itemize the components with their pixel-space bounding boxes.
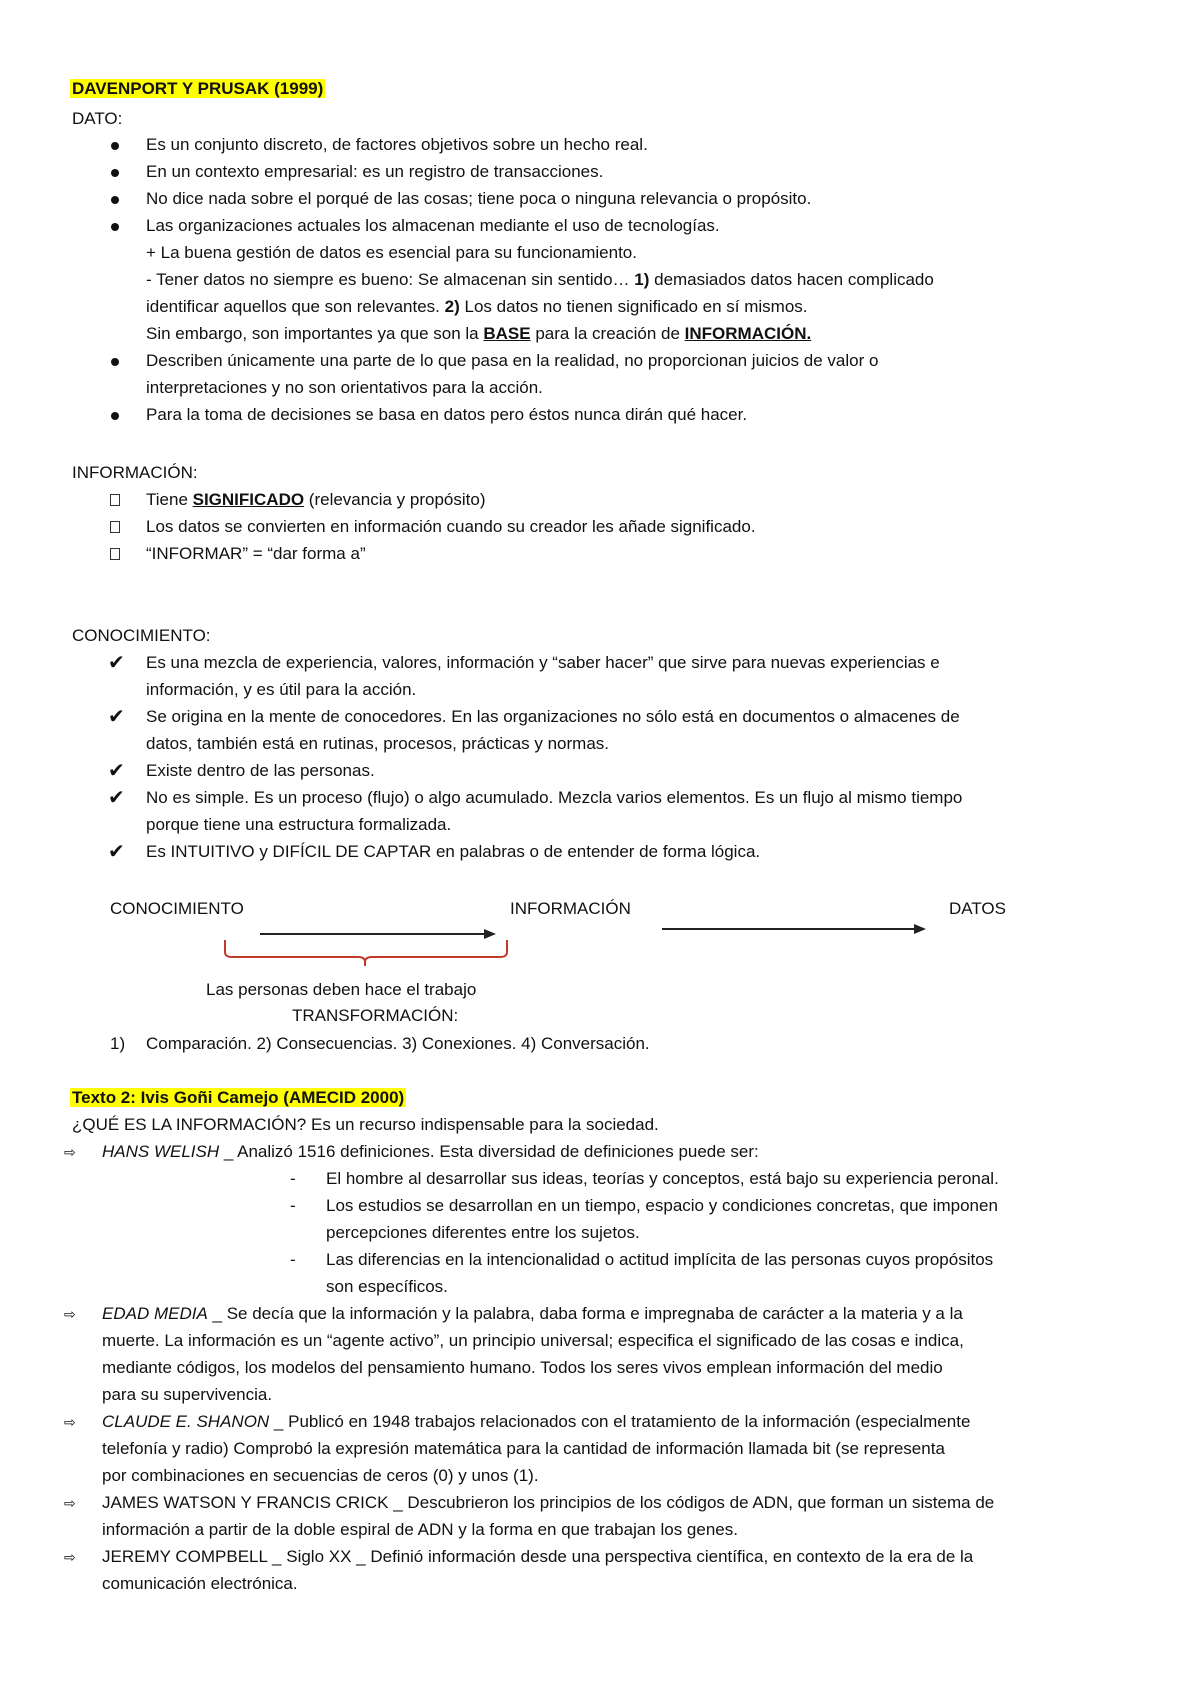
dato-item: Las organizaciones actuales los almacenan mediante el uso de tecnologías. <box>146 216 720 235</box>
diagram-brace-label: Las personas deben hace el trabajo <box>206 980 477 999</box>
hollow-arrow-icon: ⇨ <box>64 1306 76 1322</box>
claude-item-cont: por combinaciones en secuencias de ceros (0) y unos (1). <box>102 1466 539 1485</box>
dato-item-cont: interpretaciones y no son orientativos para la acción. <box>146 378 543 397</box>
dato-label: DATO: <box>72 109 123 128</box>
claude-item-cont: telefonía y radio) Comprobó la expresión matemática para la cantidad de información llamada bit (se representa <box>102 1439 945 1458</box>
con-item-cont: datos, también está en rutinas, procesos, prácticas y normas. <box>146 734 610 753</box>
transform-list: Comparación. 2) Consecuencias. 3) Conexiones. 4) Conversación. <box>146 1034 650 1053</box>
checkmark-icon: ✔ <box>108 652 125 674</box>
transform-number: 1) <box>110 1034 126 1053</box>
james-item: JAMES WATSON Y FRANCIS CRICK _ Descubrieron los principios de los códigos de ADN, que forman un sistema de <box>102 1493 995 1512</box>
section2-title: Texto 2: Ivis Goñi Camejo (AMECID 2000) <box>72 1088 405 1107</box>
edad-item-cont: para su supervivencia. <box>102 1385 273 1404</box>
info-item: “INFORMAR” = “dar forma a” <box>146 544 366 563</box>
claude-item: CLAUDE E. SHANON _ Publicó en 1948 trabajos relacionados con el tratamiento de la información (especialmente <box>102 1412 971 1431</box>
hans-sub-item-cont: percepciones diferentes entre los sujetos. <box>326 1223 640 1242</box>
checkmark-icon: ✔ <box>108 760 125 782</box>
con-item: Es una mezcla de experiencia, valores, información y “saber hacer” que sirve para nuevas experiencias e <box>146 653 940 672</box>
diagram-node-informacion: INFORMACIÓN <box>510 899 631 918</box>
diagram-transform-label: TRANSFORMACIÓN: <box>292 1006 459 1025</box>
dato-sub-plus: + La buena gestión de datos es esencial para su funcionamiento. <box>146 243 637 262</box>
con-item: Existe dentro de las personas. <box>146 761 375 780</box>
con-item-cont: información, y es útil para la acción. <box>146 680 417 699</box>
section1-title: DAVENPORT Y PRUSAK (1999) <box>72 79 324 98</box>
info-item: Los datos se convierten en información cuando su creador les añade significado. <box>146 517 756 536</box>
hollow-arrow-icon: ⇨ <box>64 1144 76 1160</box>
dash-bullet-icon: - <box>290 1169 296 1188</box>
hans-sub-item: Las diferencias en la intencionalidad o actitud implícita de las personas cuyos propósitos <box>326 1250 994 1269</box>
hans-sub-item-cont: son específicos. <box>326 1277 448 1296</box>
hans-sub-item: El hombre al desarrollar sus ideas, teorías y conceptos, está bajo su experiencia peronal. <box>326 1169 999 1188</box>
dato-sub-base: Sin embargo, son importantes ya que son la BASE para la creación de INFORMACIÓN. <box>146 324 812 343</box>
dato-sub-minus-2: identificar aquellos que son relevantes. 2) Los datos no tienen significado en sí mismos. <box>146 297 808 316</box>
con-item: No es simple. Es un proceso (flujo) o algo acumulado. Mezcla varios elementos. Es un flujo al mismo tiempo <box>146 788 963 807</box>
edad-item-cont: mediante códigos, los modelos del pensamiento humano. Todos los seres vivos emplean información del medio <box>102 1358 943 1377</box>
dato-item: En un contexto empresarial: es un registro de transacciones. <box>146 162 604 181</box>
section2-question: ¿QUÉ ES LA INFORMACIÓN? Es un recurso indispensable para la sociedad. <box>72 1115 659 1134</box>
hollow-arrow-icon: ⇨ <box>64 1549 76 1565</box>
checkmark-icon: ✔ <box>108 841 125 863</box>
diagram-node-conocimiento: CONOCIMIENTO <box>110 899 244 918</box>
con-item: Se origina en la mente de conocedores. En las organizaciones no sólo está en documentos o almacenes de <box>146 707 960 726</box>
dato-item: Para la toma de decisiones se basa en datos pero éstos nunca dirán qué hacer. <box>146 405 748 424</box>
arrow-head-icon <box>484 929 496 939</box>
diagram-node-datos: DATOS <box>949 899 1006 918</box>
dato-item: Describen únicamente una parte de lo que pasa en la realidad, no proporcionan juicios de valor o <box>146 351 879 370</box>
conocimiento-label: CONOCIMIENTO: <box>72 626 211 645</box>
checkmark-icon: ✔ <box>108 787 125 809</box>
jeremy-item: JEREMY COMPBELL _ Siglo XX _ Definió información desde una perspectiva científica, en contexto de la era de la <box>102 1547 974 1566</box>
jeremy-item-cont: comunicación electrónica. <box>102 1574 298 1593</box>
arrow-head-icon <box>914 924 926 934</box>
james-item-cont: información a partir de la doble espiral de ADN y la forma en que trabajan los genes. <box>102 1520 738 1539</box>
hans-sub-item: Los estudios se desarrollan en un tiempo, espacio y condiciones concretas, que imponen <box>326 1196 998 1215</box>
hans-item: HANS WELISH _ Analizó 1516 definiciones. Esta diversidad de definiciones puede ser: <box>102 1142 759 1161</box>
dato-item: Es un conjunto discreto, de factores objetivos sobre un hecho real. <box>146 135 648 154</box>
brace-shape <box>225 940 507 966</box>
edad-item: EDAD MEDIA _ Se decía que la información y la palabra, daba forma e impregnaba de carácter a la materia y a la <box>102 1304 963 1323</box>
edad-item-cont: muerte. La información es un “agente activo”, un principio universal; especifica el significado de las cosas e indica, <box>102 1331 964 1350</box>
dato-item: No dice nada sobre el porqué de las cosas; tiene poca o ninguna relevancia o propósito. <box>146 189 812 208</box>
hollow-arrow-icon: ⇨ <box>64 1495 76 1511</box>
dato-sub-minus-1: - Tener datos no siempre es bueno: Se almacenan sin sentido… 1) demasiados datos hacen complicado <box>146 270 934 289</box>
info-item: Tiene SIGNIFICADO (relevancia y propósito) <box>146 490 486 509</box>
con-item-cont: porque tiene una estructura formalizada. <box>146 815 452 834</box>
info-label: INFORMACIÓN: <box>72 463 198 482</box>
dash-bullet-icon: - <box>290 1196 296 1215</box>
hollow-arrow-icon: ⇨ <box>64 1414 76 1430</box>
checkmark-icon: ✔ <box>108 706 125 728</box>
dash-bullet-icon: - <box>290 1250 296 1269</box>
con-item: Es INTUITIVO y DIFÍCIL DE CAPTAR en palabras o de entender de forma lógica. <box>146 842 761 861</box>
